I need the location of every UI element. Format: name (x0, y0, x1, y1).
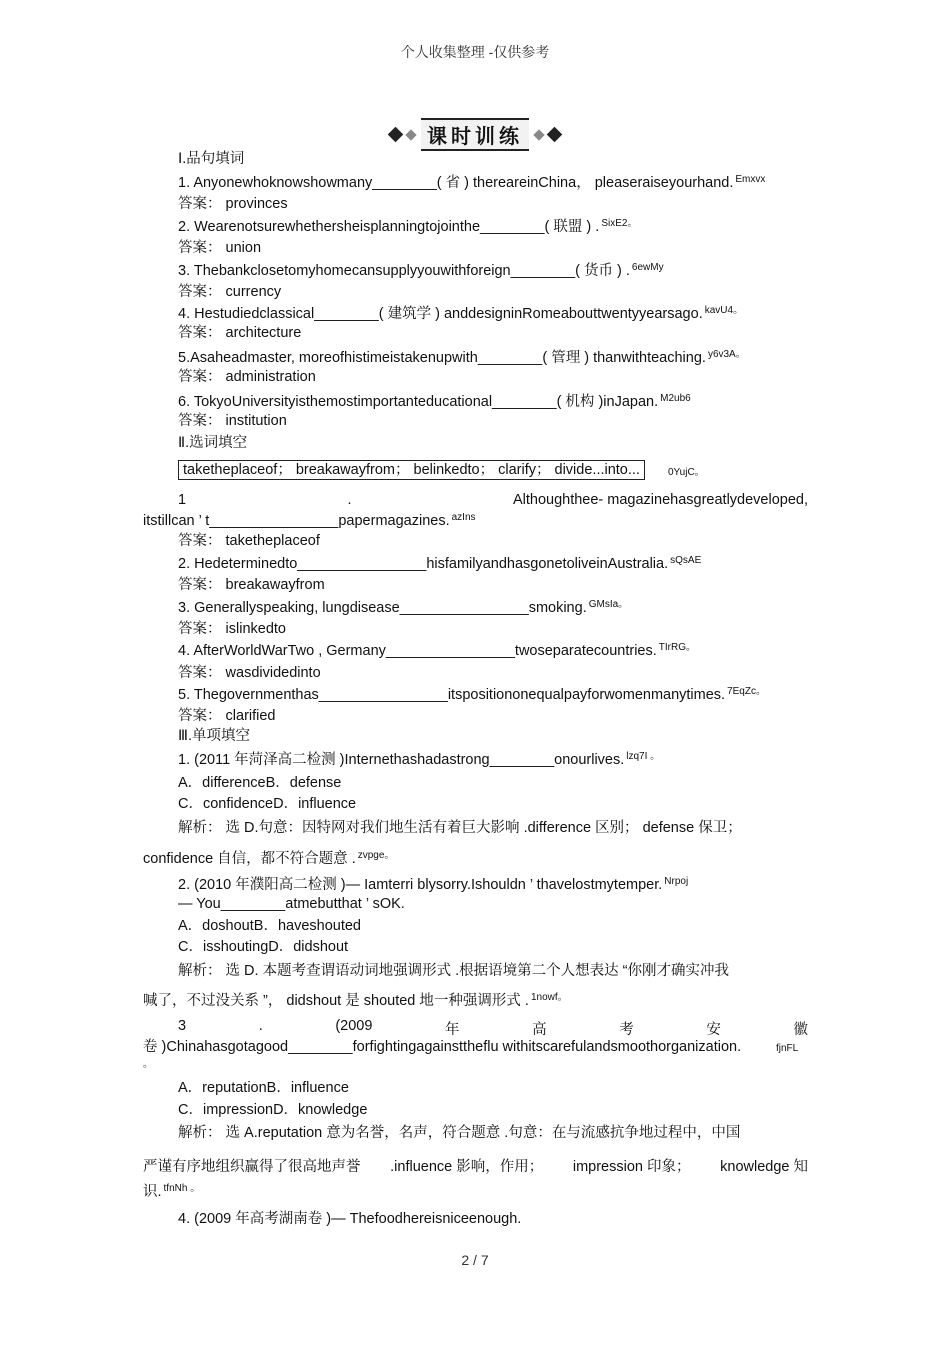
line-text: 1. (2011 年菏泽高二检测 )Internethashadastrong________onourlives. (178, 752, 625, 768)
text-line (143, 1038, 741, 1056)
watermark-code: SixE2。 (601, 218, 638, 229)
text-line (178, 412, 287, 430)
line-text: itstillcan ’ t________________papermagazines. (143, 513, 450, 529)
watermark-code: y6v3A。 (707, 349, 746, 360)
line-text: 答案： union (178, 240, 262, 256)
text-line (178, 349, 746, 367)
line-text: 3. Thebankclosetomyhomecansupplyyouwithforeign________( 货币 ) . (178, 263, 630, 279)
line-text: A．differenceB．defense (178, 775, 342, 791)
text-line (178, 434, 247, 452)
watermark-code: Emxvx (735, 174, 766, 185)
text-line (178, 174, 765, 192)
text-line (668, 464, 705, 482)
text-line (178, 305, 743, 323)
line-segment: 高 (532, 1022, 547, 1038)
text-line (178, 1079, 349, 1097)
watermark-code: 1nowf。 (530, 992, 568, 1003)
text-line (178, 686, 766, 704)
line-text: 答案： provinces (178, 196, 288, 212)
line-text: 3. Generallyspeaking, lungdisease________________smoking. (178, 600, 587, 616)
line-segment: 严谨有序地组织赢得了很高地声誉 (143, 1159, 361, 1175)
line-text: 1. Anyonewhoknowshowmany________( 省 ) thereareinChina， pleaseraiseyourhand. (178, 175, 734, 191)
line-text: 6. TokyoUniversityisthemostimportanteducational________( 机构 )inJapan. (178, 394, 659, 410)
diamond-icon (405, 129, 416, 140)
line-segment: . (347, 492, 352, 508)
text-line (178, 917, 361, 935)
text-line (178, 1210, 521, 1228)
text-line (178, 324, 301, 342)
watermark-code: 6ewMy (631, 262, 664, 273)
text-line (178, 795, 356, 813)
watermark-code: kavU4。 (704, 305, 744, 316)
text-line (178, 150, 244, 168)
text-line (178, 962, 729, 980)
line-segment: 徽 (793, 1022, 808, 1038)
line-text: C．isshoutingD．didshout (178, 939, 349, 955)
line-text: 答案： institution (178, 413, 287, 429)
text-line (178, 751, 660, 769)
banner-title: 课时训练 (421, 118, 529, 151)
watermark-code: zvpge。 (357, 850, 395, 861)
text-line (178, 1124, 740, 1142)
text-line (178, 642, 696, 660)
line-text: 答案： clarified (178, 708, 276, 724)
text-line (178, 532, 320, 550)
text-line (178, 620, 286, 638)
line-text: 解析： 选 A.reputation 意为名誉，名声，符合题意 .句意：在与流感抗争地过程中，中国 (178, 1125, 741, 1141)
line-text: 4. AfterWorldWarTwo , Germany________________twoseparatecountries. (178, 643, 657, 659)
text-line (178, 774, 341, 792)
page-header: 个人收集整理 -仅供参考 (400, 44, 550, 60)
line-text: 4. (2009 年高考湖南卷 )— Thefoodhereisniceenough. (178, 1211, 522, 1227)
line-text: 2. (2010 年濮阳高二检测 )— Iamterri blysorry.Ishouldn ’ thavelostmytemper. (178, 877, 663, 893)
text-line (143, 992, 568, 1010)
line-text: Ⅲ.单项填空 (178, 728, 251, 744)
text-line (776, 1040, 798, 1058)
watermark-code: sQsAE (670, 555, 702, 566)
line-text: 答案： taketheplaceof (178, 533, 320, 549)
watermark-code: TIrRG。 (658, 642, 696, 653)
line-segment: .influence 影响，作用； (390, 1159, 544, 1175)
word-choice-list: taketheplaceof； breakawayfrom； belinkedto； clarify； divide...into... (178, 460, 645, 480)
line-segment: 年 (445, 1022, 460, 1038)
line-text: Ⅱ.选词填空 (178, 435, 248, 451)
line-text: 解析： 选 D.句意：因特网对我们地生活有着巨大影响 .difference 区别； defense 保卫； (178, 820, 742, 836)
text-line (178, 819, 742, 837)
line-segment: impression 印象； (572, 1159, 691, 1175)
text-line (178, 707, 276, 725)
text-line (178, 727, 250, 745)
line-segment: (2009 (335, 1018, 373, 1034)
line-text: confidence 自信，都不符合题意 . (143, 851, 356, 867)
diamond-icon (388, 127, 404, 143)
text-line (178, 599, 628, 617)
watermark-code: tfnNh 。 (163, 1183, 201, 1194)
watermark-code: 7EqZc。 (727, 686, 766, 697)
line-text: A．reputationB．influence (178, 1080, 349, 1096)
line-segment: Althoughthee- magazinehasgreatlydeveloped, (512, 492, 808, 508)
word-choice-box (178, 461, 645, 479)
line-segment: 安 (706, 1022, 721, 1038)
line-text: 喊了，不过没关系 ”， didshout 是 shouted 地一种强调形式 . (143, 993, 529, 1009)
line-text: A．doshoutB．haveshouted (178, 918, 361, 934)
text-line (178, 576, 325, 594)
page-number: 2 / 7 (461, 1252, 489, 1268)
text-line (178, 938, 348, 956)
section-banner (0, 118, 950, 151)
line-text: 识. (143, 1184, 162, 1200)
line-text: — You________atmebutthat ’ sOK. (178, 896, 405, 912)
watermark-code: Nrpoj (664, 876, 689, 887)
text-line (178, 895, 405, 913)
line-text: 5. Thegovernmenthas________________itspositiononequalpayforwomenmanytimes. (178, 687, 726, 703)
watermark-code: azIns (451, 512, 476, 523)
line-text: 2. Wearenotsurewhethersheisplanningtojointhe________( 联盟 ) . (178, 219, 600, 235)
line-text: 。 (143, 1059, 153, 1070)
text-line (178, 218, 637, 236)
line-segment: 1 (178, 492, 187, 508)
line-text: 解析： 选 D. 本题考查谓语动词地强调形式 .根据语境第二个人想表达 “你刚才确实冲我 (178, 963, 729, 979)
line-text: 2. Hedeterminedto________________hisfamilyandhasgonetoliveinAustralia. (178, 556, 669, 572)
line-text: 卷 )Chinahasgotagood________forfightingagainsttheflu withitscarefulandsmoothorganization. (143, 1039, 742, 1055)
watermark-code: GMsIa。 (588, 599, 629, 610)
text-line (143, 1183, 200, 1201)
text-line (178, 368, 316, 386)
diamond-icon (533, 129, 544, 140)
text-line (178, 195, 288, 213)
line-text: 4. Hestudiedclassical________( 建筑学 ) anddesigninRomeabouttwentyyearsago. (178, 306, 703, 322)
line-segment: . (258, 1018, 263, 1034)
text-line (178, 664, 321, 682)
line-segment: knowledge 知 (720, 1159, 808, 1175)
line-text: 答案： wasdividedinto (178, 665, 321, 681)
text-line (143, 850, 394, 868)
text-line (178, 283, 281, 301)
line-segment: 考 (619, 1022, 634, 1038)
line-segment: 3 (178, 1018, 187, 1034)
text-line (178, 262, 664, 280)
line-text: fjnFL (776, 1043, 799, 1054)
text-line (178, 1101, 367, 1119)
watermark-code: lzq7I 。 (626, 751, 661, 762)
text-line (178, 876, 688, 894)
justified-line (178, 492, 808, 508)
line-text: 答案： breakawayfrom (178, 577, 325, 593)
text-line (143, 512, 476, 530)
line-text: Ⅰ.品句填词 (178, 151, 245, 167)
line-text: 0YujC。 (668, 467, 705, 478)
justified-line (178, 1018, 808, 1039)
text-line (178, 393, 691, 411)
line-text: 答案： currency (178, 284, 282, 300)
line-text: 答案： islinkedto (178, 621, 286, 637)
line-text: 答案： architecture (178, 325, 302, 341)
text-line (178, 239, 261, 257)
text-line (143, 1056, 153, 1074)
line-text: C．impressionD．knowledge (178, 1102, 368, 1118)
line-text: C．confidenceD．influence (178, 796, 357, 812)
line-text: 5.Asaheadmaster, moreofhistimeistakenupwith________( 管理 ) thanwithteaching. (178, 350, 706, 366)
line-text: 答案： administration (178, 369, 316, 385)
justified-line (143, 1155, 808, 1176)
watermark-code: M2ub6 (660, 393, 691, 404)
text-line (178, 555, 701, 573)
diamond-icon (547, 127, 563, 143)
